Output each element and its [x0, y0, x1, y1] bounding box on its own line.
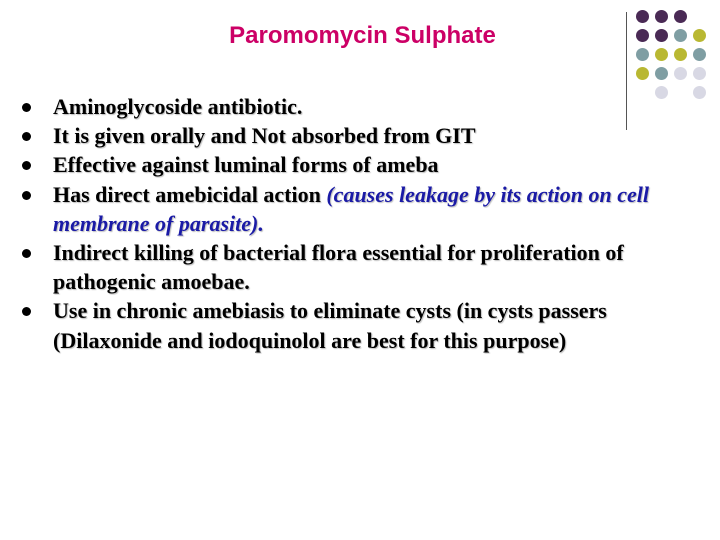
bullet-item	[22, 296, 712, 354]
bullet-icon	[22, 307, 31, 316]
bullet-item	[22, 238, 712, 296]
bullet-emphasis-text: (causes leakage by its action on cell membrane of parasite).	[53, 181, 649, 236]
decorative-dot	[655, 67, 668, 80]
bullet-icon	[22, 191, 31, 200]
bullet-item	[22, 92, 712, 121]
bullet-item	[22, 180, 712, 238]
bullet-icon	[22, 161, 31, 170]
decorative-dot	[636, 48, 649, 61]
decorative-dot	[674, 48, 687, 61]
decorative-dot	[674, 29, 687, 42]
bullet-text: Has direct amebicidal action	[53, 181, 327, 207]
bullet-text: Effective against luminal forms of ameba	[53, 152, 439, 178]
decorative-dot	[655, 10, 668, 23]
bullet-text: Aminoglycoside antibiotic.	[53, 94, 303, 119]
bullet-item	[22, 150, 712, 179]
decorative-dot	[693, 29, 706, 42]
bullet-icon	[22, 103, 31, 112]
decorative-dot	[655, 48, 668, 61]
decorative-dot	[674, 10, 687, 23]
decorative-dot	[655, 29, 668, 42]
decorative-dot	[693, 48, 706, 61]
decorative-dot	[636, 10, 649, 23]
decorative-dot	[674, 67, 687, 80]
decorative-dot	[636, 29, 649, 42]
decorative-dot	[693, 67, 706, 80]
bullet-item	[22, 121, 712, 150]
decorative-dot	[636, 67, 649, 80]
bullet-text: Use in chronic amebiasis to eliminate cysts (in cysts passers (Dilaxonide and iodoquinolol are best for this purpose)	[53, 298, 607, 353]
bullet-icon	[22, 132, 31, 141]
bullet-icon	[22, 249, 31, 258]
bullet-text: It is given orally and Not absorbed from GIT	[53, 123, 476, 149]
bullet-list	[22, 92, 712, 355]
bullet-text: Indirect killing of bacterial flora essential for proliferation of pathogenic amoebae.	[53, 240, 624, 295]
slide-title: Paromomycin Sulphate	[229, 22, 496, 49]
